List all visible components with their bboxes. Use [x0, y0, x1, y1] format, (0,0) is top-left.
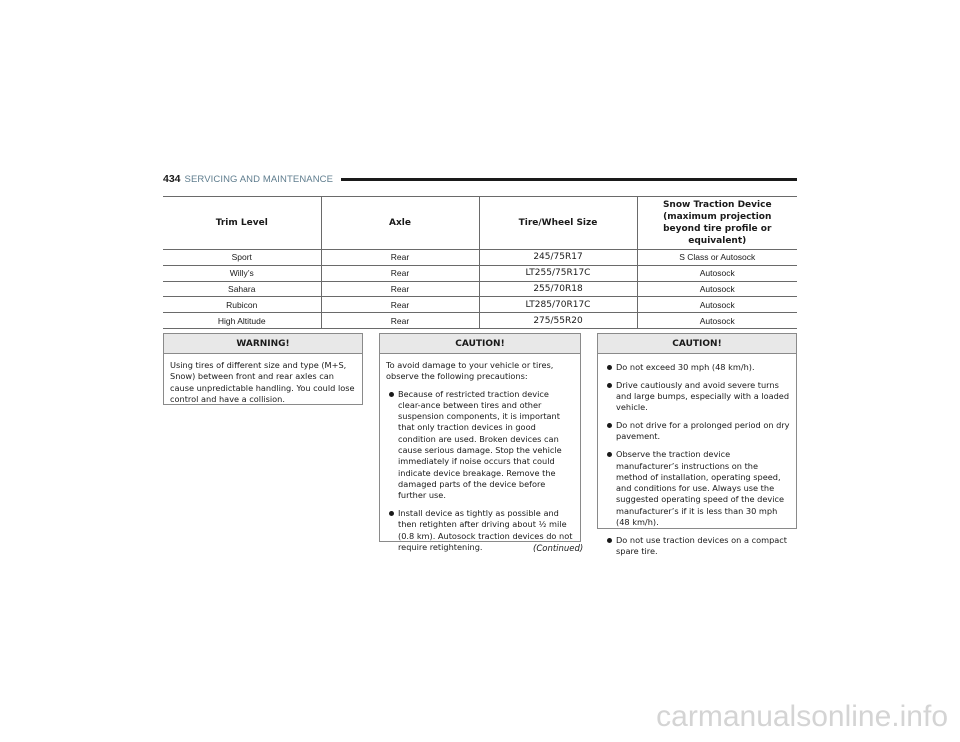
list-item: Drive cautiously and avoid severe turns and large bumps, especially with a loaded vehicle. [604, 380, 790, 414]
tire-size-cell: LT255/75R17C [479, 265, 637, 281]
column-header-tire-wheel-size: Tire/Wheel Size [479, 197, 637, 250]
trim-level-cell: Sport [163, 250, 321, 266]
bullet-icon [607, 423, 612, 428]
axle-cell: Rear [321, 281, 479, 297]
trim-level-cell: High Altitude [163, 313, 321, 329]
trim-level-cell: Rubicon [163, 297, 321, 313]
caution-title: CAUTION! [598, 334, 796, 354]
trim-level-cell: Willy’s [163, 265, 321, 281]
column-header-trim-level: Trim Level [163, 197, 321, 250]
axle-cell: Rear [321, 250, 479, 266]
axle-cell: Rear [321, 313, 479, 329]
traction-device-cell: S Class or Autosock [637, 250, 797, 266]
caution-list [604, 362, 790, 557]
bullet-icon [389, 511, 394, 516]
column-header-axle: Axle [321, 197, 479, 250]
traction-device-cell: Autosock [637, 281, 797, 297]
column-header-snow-traction-device: Snow Traction Device (maximum projection beyond tire profile or equivalent) [637, 197, 797, 250]
table-row [163, 250, 797, 266]
list-item: Because of restricted traction device clear-ance between tires and other suspension components, it is important that only traction devices in good condition are used. Broken devices can cause serious damage. Stop the vehicle immediately if noise occurs that could indicate device breakage. Remove the damaged parts of the device before further use. [386, 389, 574, 502]
continued-note: (Continued) [533, 544, 584, 554]
list-item: Do not exceed 30 mph (48 km/h). [604, 362, 790, 373]
tire-size-cell: LT285/70R17C [479, 297, 637, 313]
warning-text: Using tires of different size and type (M+S, Snow) between front and rear axles can cause unpredictable handling. You could lose control and have a collision. [170, 360, 355, 404]
axle-cell: Rear [321, 297, 479, 313]
caution-list [386, 389, 574, 554]
tire-size-cell: 275/55R20 [479, 313, 637, 329]
header-rule [341, 178, 797, 181]
table-row [163, 297, 797, 313]
list-item: Install device as tightly as possible and then retighten after driving about ½ mile (0.8 km). Autosock traction devices do not require retightening. [386, 508, 574, 553]
caution-box-driving [597, 333, 797, 557]
caution-intro: To avoid damage to your vehicle or tires, observe the following precautions: [386, 360, 554, 382]
table-header-row [163, 197, 797, 250]
bullet-icon [607, 538, 612, 543]
axle-cell: Rear [321, 265, 479, 281]
tire-size-cell: 245/75R17 [479, 250, 637, 266]
traction-device-cell: Autosock [637, 297, 797, 313]
bullet-icon [389, 392, 394, 397]
section-title: SERVICING AND MAINTENANCE [184, 173, 334, 185]
caution-title: CAUTION! [380, 334, 580, 354]
warning-title: WARNING! [164, 334, 362, 354]
page-number: 434 [163, 173, 181, 185]
list-item: Observe the traction device manufacturer’s instructions on the method of installation, operating speed, and conditions for use. Always use the suggested operating speed of the device manufacturer’s if it is less than 30 mph (48 km/h). [604, 449, 790, 528]
list-item: Do not drive for a prolonged period on dry pavement. [604, 420, 790, 443]
traction-device-cell: Autosock [637, 313, 797, 329]
table-row [163, 265, 797, 281]
tire-size-cell: 255/70R18 [479, 281, 637, 297]
warning-box [163, 333, 363, 405]
list-item: Do not use traction devices on a compact spare tire. [604, 535, 790, 558]
table-row [163, 281, 797, 297]
traction-device-cell: Autosock [637, 265, 797, 281]
bullet-icon [607, 452, 612, 457]
watermark: carmanualsonline.info [656, 700, 948, 733]
bullet-icon [607, 365, 612, 370]
snow-traction-table [163, 196, 797, 329]
trim-level-cell: Sahara [163, 281, 321, 297]
page-header [163, 171, 797, 187]
bullet-icon [607, 383, 612, 388]
table-row [163, 313, 797, 329]
